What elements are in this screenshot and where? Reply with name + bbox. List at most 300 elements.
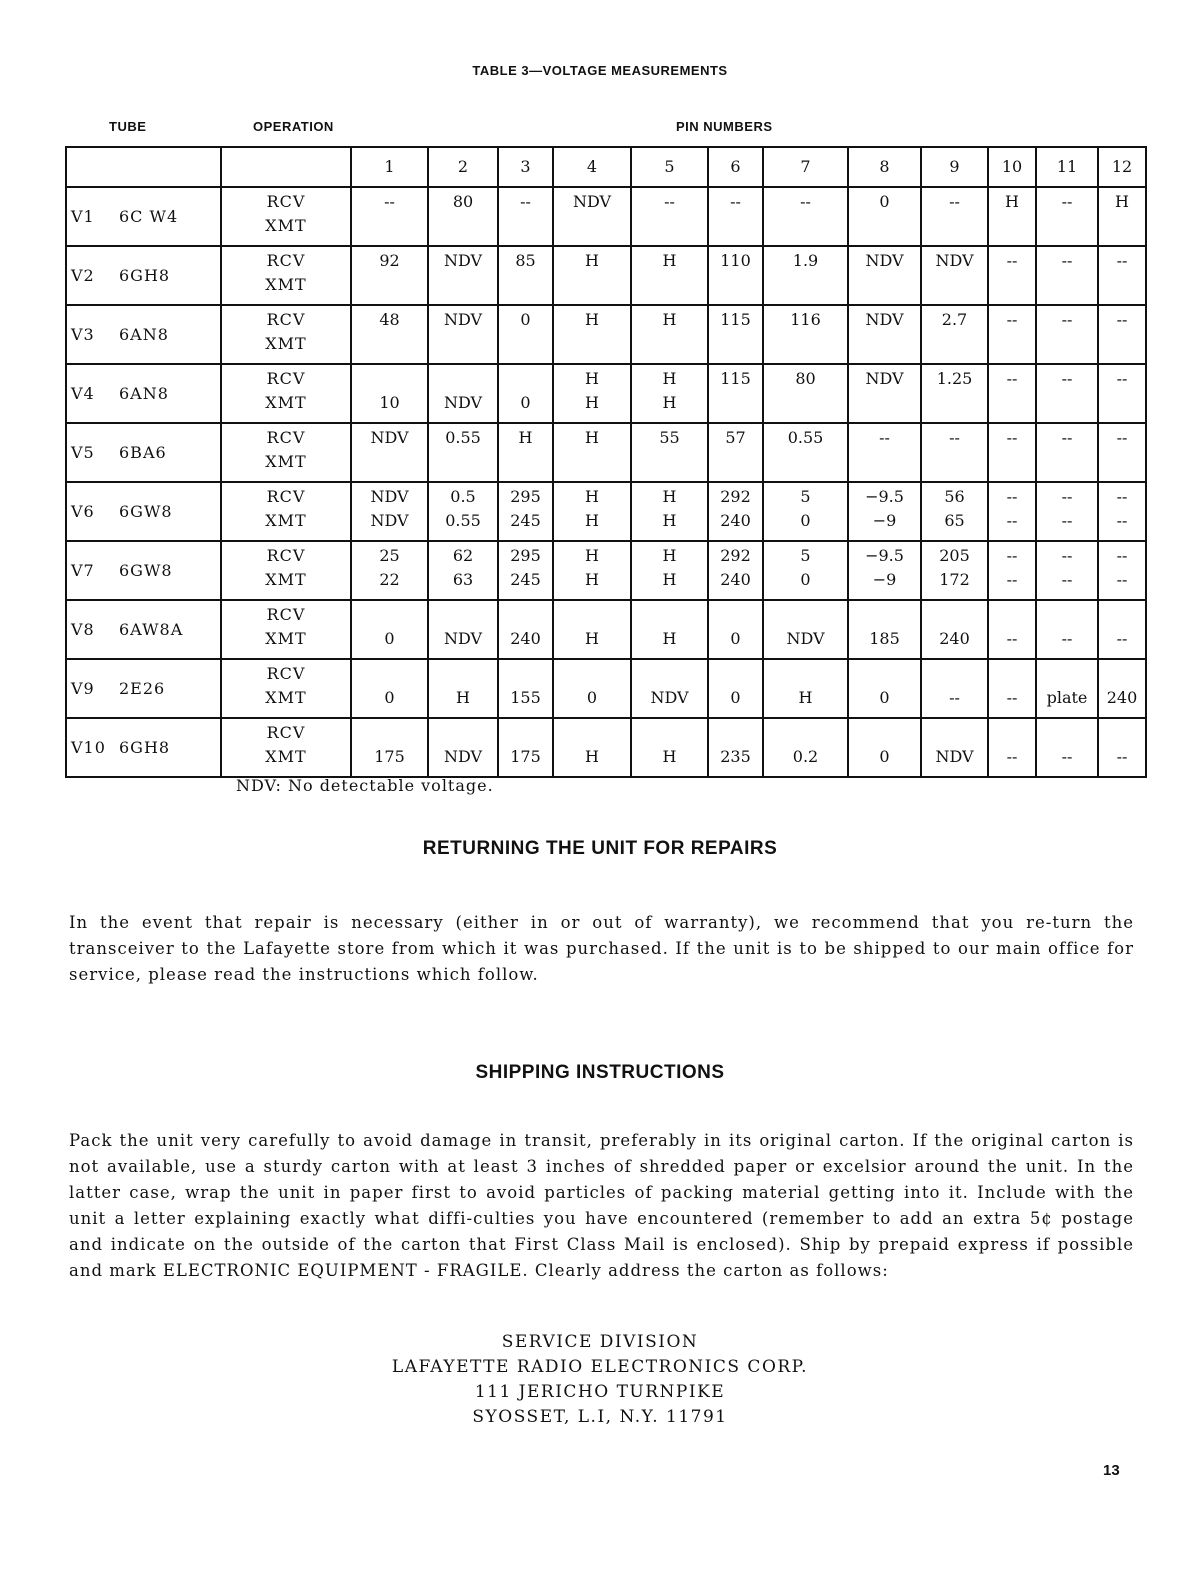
pin-10-cell [988, 600, 1036, 659]
voltage-value: 110 [720, 251, 751, 270]
ndv-footnote: NDV: No detectable voltage. [236, 776, 494, 795]
column-header-tube: TUBE [109, 119, 147, 134]
pin-3-cell [498, 718, 553, 777]
pin-2-cell [428, 187, 498, 246]
voltage-value: H [662, 369, 677, 388]
pin-10-cell [988, 541, 1036, 600]
operation-cell [221, 423, 351, 482]
pin-12-cell [1098, 482, 1146, 541]
operation-cell [221, 482, 351, 541]
pin-9-cell [921, 187, 988, 246]
pin-header-6: 6 [708, 147, 763, 187]
voltage-value: H [662, 570, 677, 589]
tube-type: 6GH8 [119, 737, 171, 757]
voltage-value: 292 [720, 487, 751, 506]
voltage-value: -- [1061, 747, 1073, 766]
pin-7-cell [763, 600, 848, 659]
operation-cell [221, 541, 351, 600]
voltage-value: -- [1061, 428, 1073, 447]
pin-header-10: 10 [988, 147, 1036, 187]
voltage-value: H [585, 546, 599, 565]
pin-8-cell [848, 659, 921, 718]
voltage-value: -- [1006, 546, 1018, 565]
voltage-value: -- [800, 192, 811, 211]
voltage-value: 0.55 [445, 428, 481, 447]
voltage-value: -- [664, 192, 675, 211]
operation-mode: XMT [265, 688, 307, 707]
pin-5-cell [631, 718, 708, 777]
pin-5-cell [631, 246, 708, 305]
voltage-value [922, 721, 987, 745]
voltage-value: -- [1061, 310, 1073, 329]
voltage-value: -- [949, 428, 960, 447]
pin-9-cell [921, 718, 988, 777]
pin-11-cell [1036, 600, 1098, 659]
voltage-value [764, 603, 847, 627]
pin-1-cell [351, 659, 428, 718]
pin-1-cell [351, 246, 428, 305]
address-line-4: SYOSSET, L.I, N.Y. 11791 [472, 1407, 728, 1427]
voltage-value: 2.7 [941, 310, 968, 329]
pin-9-cell [921, 541, 988, 600]
voltage-value: 0 [800, 511, 811, 530]
voltage-value: NDV [865, 310, 904, 329]
pin-3-cell [498, 246, 553, 305]
table-row [66, 364, 1146, 423]
voltage-value: H [456, 688, 470, 707]
pin-6-cell [708, 423, 763, 482]
pin-5-cell [631, 364, 708, 423]
pin-1-cell [351, 600, 428, 659]
voltage-value: 0 [879, 747, 890, 766]
voltage-value [1037, 662, 1097, 686]
pin-11-cell [1036, 718, 1098, 777]
voltage-value: NDV [572, 192, 612, 211]
pin-9-cell [921, 305, 988, 364]
pin-4-cell [553, 600, 631, 659]
voltage-value: 0 [520, 393, 531, 412]
voltage-value [849, 603, 920, 627]
shipping-address [0, 1330, 1200, 1430]
pin-9-cell [921, 423, 988, 482]
voltage-value: -- [1061, 487, 1073, 506]
voltage-value: NDV [370, 487, 409, 506]
voltage-value: 0.55 [445, 511, 481, 530]
table-row [66, 423, 1146, 482]
voltage-value: 62 [452, 546, 474, 565]
tube-type: 6AN8 [119, 324, 169, 344]
pin-header-11: 11 [1036, 147, 1098, 187]
voltage-value: NDV [865, 251, 904, 270]
pin-header-12: 12 [1098, 147, 1146, 187]
pin-2-cell [428, 541, 498, 600]
tube-type: 6GW8 [119, 560, 173, 580]
voltage-value: H [662, 393, 677, 412]
voltage-value: -- [949, 688, 960, 707]
operation-mode: RCV [266, 487, 306, 506]
voltage-value: 1.9 [792, 251, 819, 270]
pin-2-cell [428, 600, 498, 659]
voltage-value: H [662, 310, 677, 329]
voltage-value [499, 367, 552, 391]
voltage-value [849, 721, 920, 745]
voltage-value: -- [949, 192, 960, 211]
voltage-value [429, 603, 497, 627]
voltage-value: -- [1006, 428, 1018, 447]
pin-header-9: 9 [921, 147, 988, 187]
voltage-value: 240 [939, 629, 970, 648]
tube-type: 6GH8 [119, 265, 171, 285]
voltage-value: H [662, 747, 677, 766]
voltage-value: H [662, 546, 677, 565]
column-header-pin-numbers: PIN NUMBERS [676, 119, 773, 134]
pin-2-cell [428, 659, 498, 718]
tube-id: V1 [71, 206, 95, 226]
voltage-value [849, 662, 920, 686]
voltage-value [632, 721, 707, 745]
voltage-value: -- [1006, 251, 1018, 270]
voltage-value: H [585, 487, 599, 506]
voltage-value: NDV [443, 393, 483, 412]
voltage-value [1099, 603, 1145, 627]
section-title-shipping: SHIPPING INSTRUCTIONS [475, 1062, 725, 1083]
pin-1-cell [351, 187, 428, 246]
voltage-value: -- [1006, 369, 1018, 388]
pin-9-cell [921, 659, 988, 718]
voltage-value [429, 367, 497, 391]
pin-12-cell [1098, 364, 1146, 423]
voltage-value: 245 [510, 570, 541, 589]
voltage-value: -- [384, 192, 395, 211]
voltage-value [709, 662, 762, 686]
voltage-value [554, 603, 630, 627]
tube-id: V10 [71, 737, 106, 757]
tube-cell [66, 718, 221, 777]
tube-cell [66, 659, 221, 718]
voltage-value: -- [1061, 251, 1073, 270]
operation-mode: RCV [266, 428, 306, 447]
voltage-value: H [585, 369, 599, 388]
pin-11-cell [1036, 659, 1098, 718]
pin-6-cell [708, 659, 763, 718]
operation-mode: RCV [266, 546, 306, 565]
voltage-value [1099, 721, 1145, 745]
operation-mode: RCV [266, 310, 306, 329]
voltage-value: H [662, 487, 677, 506]
page-number: 13 [1103, 1462, 1120, 1479]
pin-11-cell [1036, 187, 1098, 246]
voltage-value [709, 603, 762, 627]
table-row [66, 305, 1146, 364]
voltage-value: −9.5 [865, 487, 904, 506]
pin-8-cell [848, 600, 921, 659]
voltage-value: 63 [452, 570, 474, 589]
pin-10-cell [988, 659, 1036, 718]
pin-11-cell [1036, 305, 1098, 364]
pin-12-cell [1098, 246, 1146, 305]
header-blank-operation [221, 147, 351, 187]
tube-type: 6GW8 [119, 501, 173, 521]
pin-10-cell [988, 364, 1036, 423]
voltage-value: NDV [935, 251, 974, 270]
voltage-value: NDV [865, 369, 904, 388]
voltage-value: -- [1006, 688, 1018, 707]
voltage-value: 240 [720, 570, 751, 589]
voltage-value: 172 [939, 570, 970, 589]
pin-3-cell [498, 423, 553, 482]
voltage-value [989, 721, 1035, 745]
pin-6-cell [708, 482, 763, 541]
voltage-value: 115 [720, 369, 751, 388]
voltage-value: 80 [452, 192, 474, 211]
voltage-value: NDV [650, 688, 689, 707]
pin-7-cell [763, 305, 848, 364]
pin-7-cell [763, 718, 848, 777]
pin-11-cell [1036, 423, 1098, 482]
pin-1-cell [351, 423, 428, 482]
pin-3-cell [498, 541, 553, 600]
voltage-value: -- [1116, 428, 1128, 447]
operation-mode: XMT [265, 629, 307, 648]
pin-4-cell [553, 364, 631, 423]
pin-11-cell [1036, 541, 1098, 600]
voltage-value: 85 [515, 251, 536, 270]
voltage-value: -- [1116, 369, 1128, 388]
pin-8-cell [848, 305, 921, 364]
voltage-value: -- [1061, 570, 1073, 589]
voltage-value: 0 [520, 310, 531, 329]
pin-11-cell [1036, 482, 1098, 541]
voltage-value: H [518, 428, 533, 447]
voltage-value: -- [1061, 192, 1073, 211]
pin-header-8: 8 [848, 147, 921, 187]
voltage-value: 155 [510, 688, 541, 707]
pin-8-cell [848, 364, 921, 423]
voltage-value: -- [1006, 511, 1018, 530]
pin-6-cell [708, 541, 763, 600]
pin-1-cell [351, 482, 428, 541]
voltage-value: H [662, 251, 677, 270]
pin-5-cell [631, 187, 708, 246]
voltage-value: -- [1061, 369, 1073, 388]
voltage-value: H [585, 428, 599, 447]
pin-6-cell [708, 187, 763, 246]
voltage-value: -- [1116, 487, 1128, 506]
voltage-value: -- [730, 192, 741, 211]
tube-id: V2 [71, 265, 95, 285]
pin-8-cell [848, 246, 921, 305]
pin-2-cell [428, 482, 498, 541]
pin-8-cell [848, 187, 921, 246]
voltage-value: -- [1006, 487, 1018, 506]
voltage-value: -- [1061, 546, 1073, 565]
voltage-value: 0 [800, 570, 811, 589]
pin-3-cell [498, 600, 553, 659]
operation-mode: XMT [265, 393, 307, 412]
voltage-value: -- [1116, 570, 1128, 589]
voltage-value: -- [520, 192, 531, 211]
voltage-value: 57 [725, 428, 746, 447]
pin-header-2: 2 [428, 147, 498, 187]
voltage-value [1037, 603, 1097, 627]
voltage-value: 25 [379, 546, 400, 565]
pin-5-cell [631, 600, 708, 659]
pin-7-cell [763, 541, 848, 600]
operation-mode: RCV [266, 605, 306, 624]
pin-5-cell [631, 305, 708, 364]
pin-5-cell [631, 541, 708, 600]
operation-mode: XMT [265, 334, 307, 353]
voltage-value: 185 [869, 629, 900, 648]
table-row [66, 541, 1146, 600]
pin-4-cell [553, 718, 631, 777]
voltage-value: NDV [786, 629, 825, 648]
voltage-value [554, 662, 630, 686]
pin-2-cell [428, 718, 498, 777]
pin-5-cell [631, 482, 708, 541]
voltage-value: NDV [370, 511, 409, 530]
operation-cell [221, 659, 351, 718]
voltage-value: 0.55 [787, 428, 824, 447]
pin-header-5: 5 [631, 147, 708, 187]
pin-4-cell [553, 305, 631, 364]
voltage-value: 10 [379, 393, 400, 412]
voltage-value [632, 603, 707, 627]
operation-mode: XMT [265, 747, 307, 766]
tube-cell [66, 305, 221, 364]
operation-mode: XMT [265, 570, 307, 589]
voltage-value: 0 [384, 629, 395, 648]
tube-cell [66, 600, 221, 659]
voltage-value [554, 721, 630, 745]
tube-cell [66, 187, 221, 246]
paragraph-shipping: Pack the unit very carefully to avoid damage in transit, preferably in its original carton. If the original carton is not available, use a sturdy carton with at least 3 inches of shredded paper or excelsior around the unit. In the latter case, wrap the unit in paper first to avoid particles of packing material getting into it. Include with the unit a letter explaining exactly what diffi-culties you have encountered (remember to add an extra 5¢ postage and indicate on the outside of the carton that First Class Mail is enclosed). Ship by prepaid express if possible and mark ELECTRONIC EQUIPMENT - FRAGILE. Clearly address the carton as follows: [69, 1131, 1134, 1280]
voltage-value: -- [1006, 629, 1018, 648]
voltage-value: 0 [730, 688, 741, 707]
voltage-value: 175 [374, 747, 405, 766]
voltage-value: 22 [379, 570, 400, 589]
operation-cell [221, 305, 351, 364]
voltage-value: 65 [944, 511, 965, 530]
pin-10-cell [988, 423, 1036, 482]
voltage-value: -- [1061, 511, 1073, 530]
operation-cell [221, 187, 351, 246]
pin-10-cell [988, 482, 1036, 541]
voltage-value: -- [1116, 747, 1128, 766]
pin-header-1: 1 [351, 147, 428, 187]
pin-3-cell [498, 482, 553, 541]
voltage-value: H [798, 688, 813, 707]
pin-10-cell [988, 246, 1036, 305]
pin-12-cell [1098, 600, 1146, 659]
voltage-value [1099, 662, 1145, 686]
tube-id: V6 [71, 501, 95, 521]
voltage-value [352, 721, 427, 745]
voltage-value [764, 721, 847, 745]
pin-4-cell [553, 659, 631, 718]
voltage-value: -- [1061, 629, 1073, 648]
pin-10-cell [988, 187, 1036, 246]
voltage-value: H [1115, 192, 1129, 211]
voltage-value: 5 [800, 546, 811, 565]
voltage-value: 295 [510, 487, 541, 506]
pin-12-cell [1098, 659, 1146, 718]
voltage-value: H [1005, 192, 1019, 211]
voltage-value: -- [1006, 570, 1018, 589]
pin-9-cell [921, 482, 988, 541]
pin-7-cell [763, 482, 848, 541]
voltage-value: -- [1116, 310, 1128, 329]
table-row [66, 482, 1146, 541]
voltage-value: 292 [720, 546, 751, 565]
tube-cell [66, 541, 221, 600]
pin-8-cell [848, 718, 921, 777]
voltage-value: -- [879, 428, 890, 447]
pin-4-cell [553, 246, 631, 305]
voltage-value: 240 [1106, 688, 1138, 707]
voltage-value [989, 662, 1035, 686]
voltage-value: H [585, 393, 599, 412]
voltage-value: 240 [510, 629, 541, 648]
voltage-value: H [585, 747, 599, 766]
pin-5-cell [631, 659, 708, 718]
pin-10-cell [988, 718, 1036, 777]
operation-mode: XMT [265, 511, 307, 530]
pin-4-cell [553, 423, 631, 482]
voltage-value: 92 [379, 251, 400, 270]
voltage-value [989, 603, 1035, 627]
address-line-3: 111 JERICHO TURNPIKE [474, 1382, 726, 1402]
pin-10-cell [988, 305, 1036, 364]
voltage-value: 56 [944, 487, 965, 506]
tube-cell [66, 482, 221, 541]
voltage-value [709, 721, 762, 745]
pin-8-cell [848, 541, 921, 600]
operation-cell [221, 600, 351, 659]
pin-5-cell [631, 423, 708, 482]
voltage-value: NDV [370, 428, 409, 447]
voltage-value: 0 [879, 192, 890, 211]
voltage-value: 240 [720, 511, 751, 530]
tube-type: 6C W4 [119, 206, 179, 226]
header-blank-tube [66, 147, 221, 187]
pin-12-cell [1098, 305, 1146, 364]
voltage-value: 295 [510, 546, 541, 565]
voltage-value [352, 662, 427, 686]
pin-1-cell [351, 718, 428, 777]
voltage-value [352, 367, 427, 391]
voltage-value: 0.2 [792, 747, 819, 766]
operation-cell [221, 364, 351, 423]
tube-id: V4 [71, 383, 95, 403]
pin-3-cell [498, 187, 553, 246]
voltage-value: 235 [720, 747, 751, 766]
section-title-returning: RETURNING THE UNIT FOR REPAIRS [422, 838, 778, 859]
pin-12-cell [1098, 423, 1146, 482]
voltage-value: -- [1116, 546, 1128, 565]
tube-cell [66, 423, 221, 482]
voltage-value: H [585, 310, 599, 329]
voltage-value: -- [1116, 511, 1128, 530]
pin-2-cell [428, 423, 498, 482]
voltage-value: 245 [510, 511, 541, 530]
voltage-value: 48 [379, 310, 400, 329]
tube-id: V3 [71, 324, 95, 344]
pin-9-cell [921, 364, 988, 423]
pin-4-cell [553, 541, 631, 600]
voltage-value: H [585, 629, 599, 648]
voltage-value: NDV [443, 629, 483, 648]
